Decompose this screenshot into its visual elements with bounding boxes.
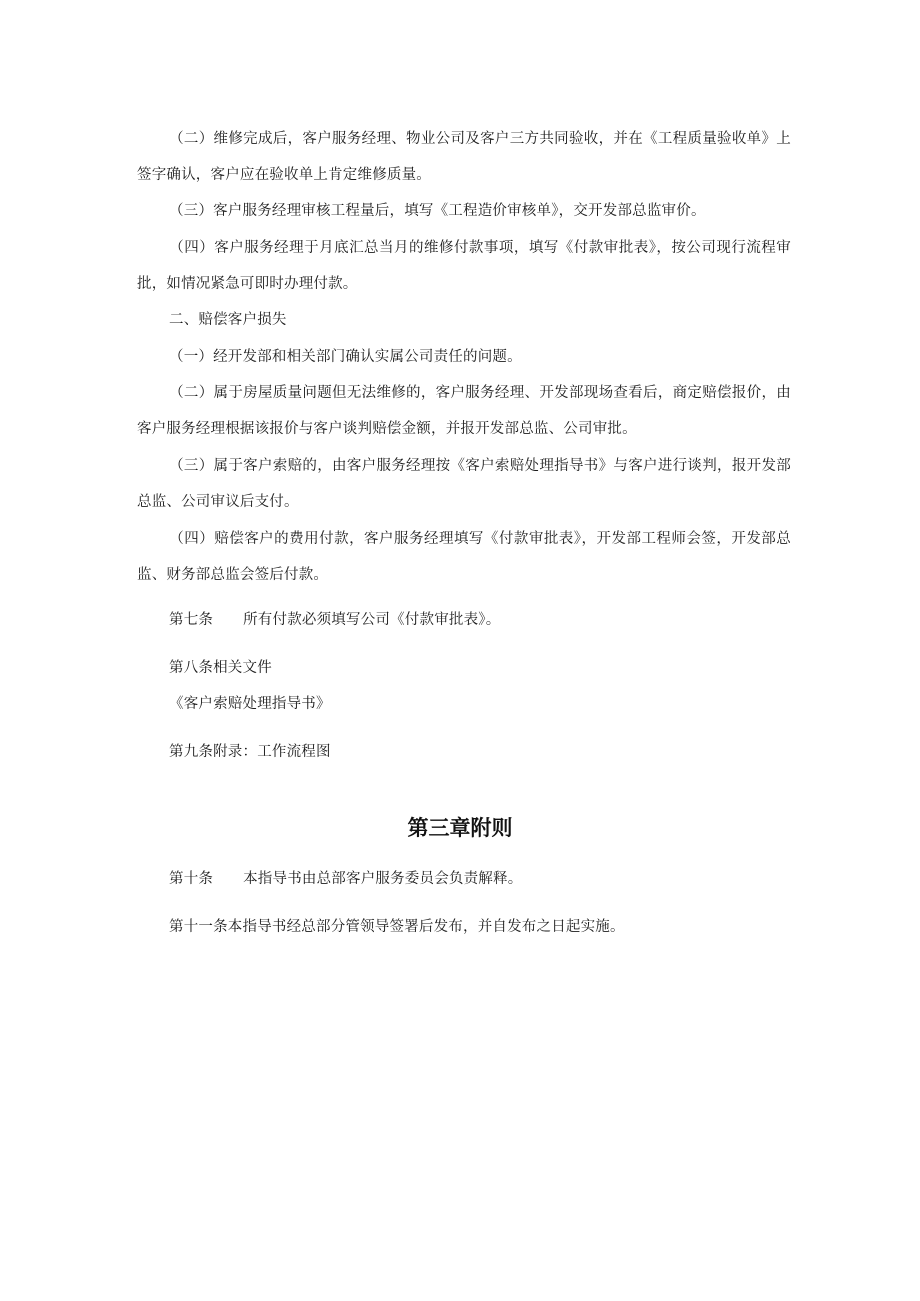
paragraph-text: （二）维修完成后，客户服务经理、物业公司及客户三方共同验收，并在《工程质量验收单》上签字确认，客户应在验收单上肯定维修质量。	[137, 131, 791, 183]
paragraph-customer-claim	[137, 448, 791, 520]
article-number: 第七条	[169, 612, 214, 628]
paragraph-compensation-payment	[137, 521, 791, 593]
article-text: 第九条附录：工作流程图	[169, 744, 331, 760]
paragraph-monthly-payment	[137, 230, 791, 302]
article-9	[169, 741, 331, 763]
section-heading-compensation	[137, 302, 791, 338]
paragraph-cost-review	[137, 193, 791, 229]
related-document-text: 《客户索赔处理指导书》	[169, 696, 331, 712]
article-text: 第八条相关文件	[169, 660, 272, 676]
paragraph-text: （三）客户服务经理审核工程量后，填写《工程造价审核单》，交开发部总监审价。	[169, 203, 706, 219]
paragraph-quality-issue	[137, 375, 791, 447]
section-heading-text: 二、赔偿客户损失	[169, 312, 287, 328]
article-text: 本指导书由总部客户服务委员会负责解释。	[243, 871, 523, 887]
article-number: 第十条	[169, 871, 214, 887]
paragraph-company-responsibility	[137, 339, 791, 375]
article-11	[169, 916, 625, 938]
article-text: 所有付款必须填写公司《付款审批表》。	[243, 612, 501, 628]
paragraph-text: （四）赔偿客户的费用付款，客户服务经理填写《付款审批表》，开发部工程师会签，开发部总监、财务部总监会签后付款。	[137, 531, 791, 583]
paragraph-text: （一）经开发部和相关部门确认实属公司责任的问题。	[169, 349, 522, 365]
paragraph-text: （三）属于客户索赔的，由客户服务经理按《客户索赔处理指导书》与客户进行谈判，报开发部总监、公司审议后支付。	[137, 458, 791, 510]
article-8-related-document	[169, 693, 331, 715]
paragraph-text: （四）客户服务经理于月底汇总当月的维修付款事项，填写《付款审批表》，按公司现行流程审批，如情况紧急可即时办理付款。	[137, 240, 791, 292]
article-10	[169, 868, 522, 890]
article-7	[169, 609, 500, 631]
chapter-title: 第三章附则	[407, 816, 513, 840]
article-text: 第十一条本指导书经总部分管领导签署后发布，并自发布之日起实施。	[169, 919, 625, 935]
paragraph-maintenance-acceptance	[137, 121, 791, 193]
paragraph-text: （二）属于房屋质量问题但无法维修的，客户服务经理、开发部现场查看后，商定赔偿报价，由客户服务经理根据该报价与客户谈判赔偿金额，并报开发部总监、公司审批。	[137, 385, 791, 437]
article-8	[169, 657, 272, 679]
